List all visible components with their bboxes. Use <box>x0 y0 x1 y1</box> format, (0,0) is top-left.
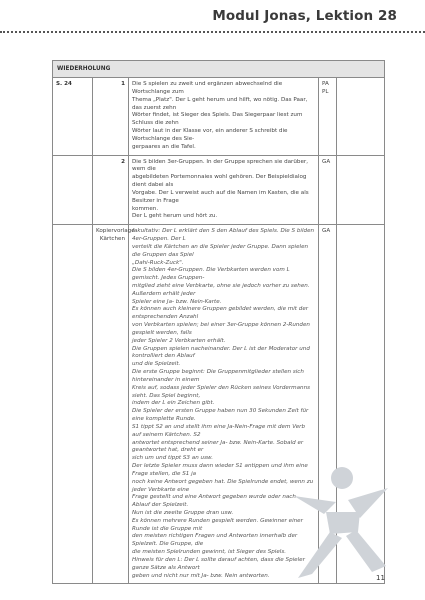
table-header-row <box>53 61 385 78</box>
social-form-label: PL <box>322 88 329 95</box>
social-form-label: GA <box>322 228 331 235</box>
instruction-line: den meisten richtigen Fragen und Antworten innerhalb der Spielzeit. Die Gruppe, die <box>132 533 298 548</box>
instruction-line: Kreis auf, sodass jeder Spieler den Rücken seines Vordermanns sieht. Das Spiel beginnt, <box>132 384 311 399</box>
social-form-label: PA <box>322 81 329 88</box>
instruction-line: abgebildeten Portemonnaies wohl gehören. Der Beispieldialog dient dabei als <box>132 174 307 189</box>
instruction-line: jeder Spieler 2 Verbkarten erhält. <box>132 337 226 344</box>
instruction-line: Der L geht herum und hört zu. <box>132 213 218 220</box>
page-ref-cell: S. 24 <box>53 78 93 155</box>
instruction-line: Thema „Platz". Der L geht herum und hilft, wo nötig. Das Paar, das zuerst zehn <box>132 96 308 111</box>
social-form-cell <box>319 155 337 225</box>
instruction-line: gerpaares an die Tafel. <box>132 143 196 150</box>
section-label: WIEDERHOLUNG <box>53 61 385 78</box>
instruction-line: kommen. <box>132 205 159 212</box>
step-cell: 1 <box>93 78 129 155</box>
instruction-line: „Dahi-Ruck-Zuck". <box>132 259 184 266</box>
instruction-cell <box>129 78 319 155</box>
page-ref-cell <box>53 225 93 584</box>
instruction-line: Frage gestellt und eine Antwort gegeben wurde oder nach Ablauf der Spielzeit. <box>132 494 296 509</box>
page-header <box>0 0 425 36</box>
instruction-line: Hinweis für den L: Der L sollte darauf achten, dass die Spieler ganze Sätze als Antwort <box>132 556 305 571</box>
instruction-line: die meisten Spielrunden gewinnt, ist Sieger des Spiels. <box>132 549 287 556</box>
instruction-line: antwortet entsprechend seiner Ja- bzw. Nein-Karte. Sobald er geantwortet hat, dreht er <box>132 439 304 454</box>
instruction-line: Vorgabe. Der L verweist auch auf die Namen im Kasten, die als Besitzer in Frage <box>132 189 309 204</box>
notes-cell <box>337 155 385 225</box>
logo-head <box>331 467 353 489</box>
instruction-line: von Verbkarten spielen; bei einer 3er-Gruppe können 2-Runden gespielt werden, falls <box>132 322 310 336</box>
page-number: 11 <box>376 574 385 582</box>
instruction-cell <box>129 155 319 225</box>
table-row <box>53 155 385 225</box>
instruction-line: Die Gruppen spielen nacheinander. Der L ist der Moderator und kontrolliert den Ablauf <box>132 345 310 360</box>
instruction-line: mitglied zieht eine Verbkarte, ohne sie jedoch vorher zu sehen. Außerdem erhält jeder <box>132 282 310 297</box>
dotted-rule <box>0 31 425 33</box>
instruction-line: noch keine Antwort gegeben hat. Die Spielrunde endet, wenn zu jeder Verbkarte eine <box>132 478 314 493</box>
publisher-logo-watermark <box>290 462 390 584</box>
instruction-line: Es können auch kleinere Gruppen gebildet werden, die mit der entsprechenden Anzahl <box>132 306 309 321</box>
social-form-label: GA <box>322 158 331 165</box>
material-cell <box>93 225 135 584</box>
instruction-line: Die S bilden 3er-Gruppen. In der Gruppe sprechen sie darüber, wem die <box>132 158 308 173</box>
material-label: Kopiervorlage <box>96 228 135 235</box>
instruction-line: Nun ist die zweite Gruppe dran usw. <box>132 510 234 516</box>
instruction-line: Die S spielen zu zweit und ergänzen abwechselnd die Wortschlange zum <box>132 81 283 95</box>
page-title: Modul Jonas, Lektion 28 <box>212 8 397 24</box>
logo-leg-left <box>298 532 342 578</box>
instruction-line: Wörter laut in der Klasse vor, ein anderer S schreibt die Wortschlange des Sie- <box>132 128 288 142</box>
notes-cell <box>337 78 385 155</box>
instruction-line: und die Spielzeit. <box>132 361 181 368</box>
instruction-line: geben und nicht nur mit Ja- bzw. Nein antworten. <box>132 572 270 579</box>
table-row <box>53 78 385 155</box>
instruction-line: Spieler eine Ja- bzw. Nein-Karte. <box>132 298 222 305</box>
instruction-line: Es können mehrere Runden gespielt werden. Gewinner einer Runde ist die Gruppe mit <box>132 517 303 532</box>
instruction-line: Die Spieler der ersten Gruppe haben nun 30 Sekunden Zeit für eine komplette Runde. <box>132 408 309 423</box>
instruction-line: Die S bilden 4er-Gruppen. Die Verbkarten werden vom L gemischt. Jedes Gruppen- <box>132 267 290 282</box>
instruction-line: indem der L ein Zeichen gibt. <box>132 400 215 407</box>
instruction-line: verteilt die Kärtchen an die Spieler jeder Gruppe. Dann spielen die Gruppen das Spiel <box>132 243 309 258</box>
instruction-line: fakultativ: Der L erklärt den S den Ablauf des Spiels. Die S bilden 4er-Gruppen. Der L <box>132 228 315 243</box>
instruction-line: Wörter findet, ist Sieger des Spiels. Das Siegerpaar liest zum Schluss die zehn <box>132 112 303 127</box>
material-label: Kärtchen <box>99 235 125 242</box>
logo-leg-right <box>346 530 386 572</box>
instruction-line: sich um und tippt S3 an usw. <box>132 455 213 462</box>
instruction-line: Die erste Gruppe beginnt: Die Gruppenmitglieder stellen sich hintereinander in einem <box>132 369 304 383</box>
logo-arm-left <box>294 496 336 514</box>
page-ref-cell <box>53 155 93 225</box>
step-cell: 2 <box>93 155 129 225</box>
instruction-line: S1 tippt S2 an und stellt ihm eine Ja-Nein-Frage mit dem Verb auf seinem Kärtchen. S2 <box>132 423 306 438</box>
social-form-cell <box>319 78 337 155</box>
instruction-line: Der letzte Spieler muss dann wieder S1 antippen und ihm eine Frage stellen, die S1 ja <box>132 463 308 477</box>
